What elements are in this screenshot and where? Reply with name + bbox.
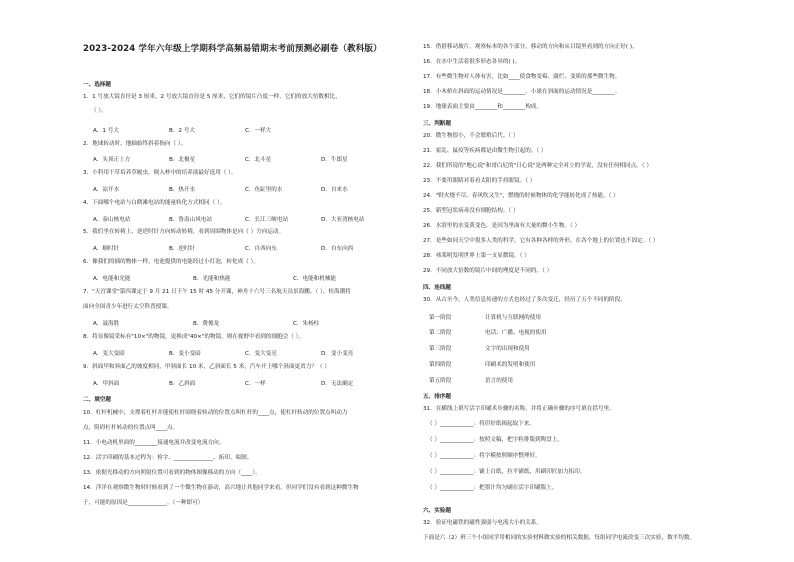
option[interactable]: A．聂海胜 <box>93 321 120 327</box>
question-2: 2．地球转动时，地轴始终斜着指向（ ）。 <box>83 141 187 147</box>
stage-desc: 文字的出现和使用 <box>485 346 530 352</box>
question-13: 13．依据光移动的方向照射位置可看到的物体图像移动的方向（____）。 <box>83 470 261 476</box>
question-32-desc: 下面是六（2）班三个小组同学用相同的实验材料做实验的相关数据，每组同学电流改变三次实验，数平均数。 <box>423 535 696 541</box>
question-16: 16．在水中生活着很多形态各异的( )。 <box>423 59 521 65</box>
section-sort-heading: 五、排序题 <box>423 394 451 400</box>
option[interactable]: C．北斗星 <box>245 157 272 163</box>
question-7: 7．"天宫课堂"第四课定于 9 月 21 日下午 15 时 45 分开课，神舟十六号三名航天员景海鹏、（ ）、桂海潮将 <box>83 289 351 295</box>
section-choice-heading: 一、选择题 <box>83 82 111 88</box>
option[interactable]: A．1 号大 <box>93 128 119 134</box>
question-29: 29．不同放大倍数的镜片中间的理度是不同的。（ ） <box>423 268 553 274</box>
option[interactable]: A．变大变暗 <box>93 351 125 357</box>
option[interactable]: D．自东向西 <box>321 246 354 252</box>
stage-label: 第一阶段 <box>429 315 452 321</box>
sort-step[interactable]: （ ）____________：按照文稿，把字粒排版到陶盘上。 <box>427 437 564 443</box>
option[interactable]: C．一样大 <box>245 128 272 134</box>
option[interactable]: C．长江三峡电站 <box>245 217 289 223</box>
stage-desc: 印刷术的发明和使用 <box>485 362 536 368</box>
option[interactable]: C．电能和机械能 <box>293 276 337 282</box>
option[interactable]: D．变小变亮 <box>321 351 354 357</box>
section-fill-heading: 二、填空题 <box>83 397 111 403</box>
option[interactable]: D．大亚湾核电站 <box>321 217 365 223</box>
section-judge-heading: 三、判断题 <box>423 121 451 127</box>
question-32: 32．验证电磁铁的磁性强弱与电流大小的关系。 <box>423 520 542 526</box>
option[interactable]: C．变大变亮 <box>245 351 277 357</box>
option[interactable]: B．光能和热能 <box>193 276 231 282</box>
question-11: 11．小电动机里面的________接通电流并改变电流方向。 <box>83 440 225 446</box>
question-6: 6．像我们的插的物体一样，电池提供的电能经过小灯泡，转化成（ ）。 <box>83 259 259 265</box>
question-5: 5．我们坐在转椅上，逆逆时针方向转动转椅，看到周围物体是向（ ）方向运动。 <box>83 229 285 235</box>
question-22: 22．我们所说的"地心说"和哥白尼的"日心说"是两种完全对立的学说，没有任何相同点。（ ） <box>423 163 652 169</box>
question-14-cont: 于，可能的原因是______________。（一种即可） <box>83 500 204 506</box>
option[interactable]: D．牛郎星 <box>321 157 348 163</box>
section-match-heading: 四、连线题 <box>423 285 451 291</box>
sort-step[interactable]: （ ）____________：将印好纸揭起取下来。 <box>427 421 536 427</box>
sort-step[interactable]: （ ）____________：将字模按照顺序整理好。 <box>427 453 541 459</box>
question-19: 19．地球表面主要由________和________构成。 <box>423 104 542 110</box>
question-15: 15．借借移动玻片，观察标本的各个部分，移动的方向和从目镜里看到的方向正好( )。 <box>423 44 638 50</box>
question-31: 31．在横线上填写活字印刷术步骤的名称，并将正确步骤的序号填在括号里。 <box>423 406 615 412</box>
question-28: 28．弗莱明发明世界上第一支显微镜。（ ） <box>423 253 530 259</box>
stage-desc: 计算机与互联网的使用 <box>485 315 541 321</box>
question-30: 30．从古至今，人类信息传递的方式也经过了多次变迁，经历了五个不同的阶段。 <box>423 297 626 303</box>
question-18: 18．小木桥在斜面的运动情况是________，小球在斜面的运动情况是________。 <box>423 89 621 95</box>
question-17: 17．有些微生物对人体有害，比如____使食物变霉、腐烂、变质的那些微生物。 <box>423 74 621 80</box>
option[interactable]: C．自西向东 <box>245 246 277 252</box>
question-25: 25．新型冠状病毒没有细胞结构。（ ） <box>423 208 519 214</box>
question-24: 24．"野火烧不尽，春风吹又生"，燃烧的时候物体的化学能转化成了热能。（ ） <box>423 193 619 199</box>
stage-label: 第二阶段 <box>429 330 452 336</box>
stage-label: 第四阶段 <box>429 362 452 368</box>
option[interactable]: A．甲斜面 <box>93 381 120 387</box>
question-14: 14．洋洋在观察微生物时时候看到了一个微生物在游动，高兴地让其他同学来看，但同学们没有看到这种微生物 <box>83 485 359 491</box>
question-10-cont: 点，阻碍杠杆转动的位置点叫____点。 <box>83 425 179 431</box>
option[interactable]: B．逆时针 <box>169 246 196 252</box>
option[interactable]: A．头顶正上方 <box>93 157 131 163</box>
question-23: 23．不要用眼睛对着看太阳的手持眼镜。（ ） <box>423 178 536 184</box>
option[interactable]: C．鱼缸里的水 <box>245 187 283 193</box>
option[interactable]: C．朱杨柱 <box>293 321 320 327</box>
sort-step[interactable]: （ ）____________：把墨汁均匀刷在活字印刷版上。 <box>427 485 558 491</box>
option[interactable]: C．一样 <box>245 381 266 387</box>
stage-desc: 电话、广播、电视的使用 <box>485 330 547 336</box>
option[interactable]: A．凉开水 <box>93 187 120 193</box>
option[interactable]: B．鲁南山风电站 <box>169 217 212 223</box>
question-21: 21．霍乱、鼠疫等疾病都是由微生物引起的。（ ） <box>423 148 547 154</box>
question-8: 8．将显像镜采标有"10×"的物镜，更换成"40×"的物镜，则在视野中看到的细胞会（ ）。 <box>83 334 305 340</box>
option[interactable]: B．乙斜面 <box>169 381 196 387</box>
question-4: 4．下面哪个电站与白鹤滩电站的能量转化方式相同（ ）。 <box>83 200 226 206</box>
question-20: 20．微生物很小，不会繁殖后代。（ ） <box>423 133 519 139</box>
question-10: 10．杠杆机械中，支撑着杠杆并能使杠杆围绕着转动的位置点叫杠杆的____点，使杠杆转动的位置点叫动力 <box>83 410 348 416</box>
question-26: 26．水浴里的水变黄变色，是因为里面有大量的微小生物。（ ） <box>423 223 581 229</box>
option[interactable]: B．北极星 <box>169 157 196 163</box>
stage-label: 第五阶段 <box>429 378 452 384</box>
option[interactable]: A．泰山核电站 <box>93 217 131 223</box>
page-title: 2023-2024 学年六年级上学期科学高频易错期末考前预测必刷卷（教科版） <box>83 44 382 54</box>
stage-desc: 语言的使用 <box>485 378 513 384</box>
question-12: 12．活字印刷的基本过程为：检字、______________、拓印、晾制。 <box>83 455 253 461</box>
sort-step[interactable]: （ ）____________：铺上白纸，拉平铺纸，用刷印匠加力拓印。 <box>427 469 586 475</box>
question-1: 1．1 号放大镜直径是 3 厘米，2 号放大镜直径是 5 厘米，它们的镜片凸度一样，它们的放大倍数相比， <box>83 94 341 100</box>
option[interactable]: B．2 号大 <box>169 128 195 134</box>
question-1-cont: （ ）。 <box>91 108 107 114</box>
option[interactable]: D．自来水 <box>321 187 348 193</box>
stage-label: 第三阶段 <box>429 346 452 352</box>
question-27: 27．是些如同天空中很多人类的科学，它有各种各样的外形，在各个地上的位置也不固定。（ ） <box>423 238 659 244</box>
option[interactable]: A．电能和光能 <box>93 276 131 282</box>
option[interactable]: B．变小变暗 <box>169 351 201 357</box>
option[interactable]: B．热开水 <box>169 187 196 193</box>
question-7-cont: 面向全国青少年进行太空科普授课。 <box>83 304 173 310</box>
option[interactable]: B．费俊龙 <box>193 321 220 327</box>
question-3: 3．小科用干草培养草履虫，倒入杯中的培养液最好选用（ ）。 <box>83 170 237 176</box>
question-9: 9．斜面甲和斜面乙的坡度相同，甲斜面长 10 米，乙斜面长 5 米，汽车开上哪个斜面更省力？（ ） <box>83 364 330 370</box>
option[interactable]: A．顺时针 <box>93 246 120 252</box>
option[interactable]: D．无法确定 <box>321 381 354 387</box>
section-experiment-heading: 六、实验题 <box>423 508 451 514</box>
